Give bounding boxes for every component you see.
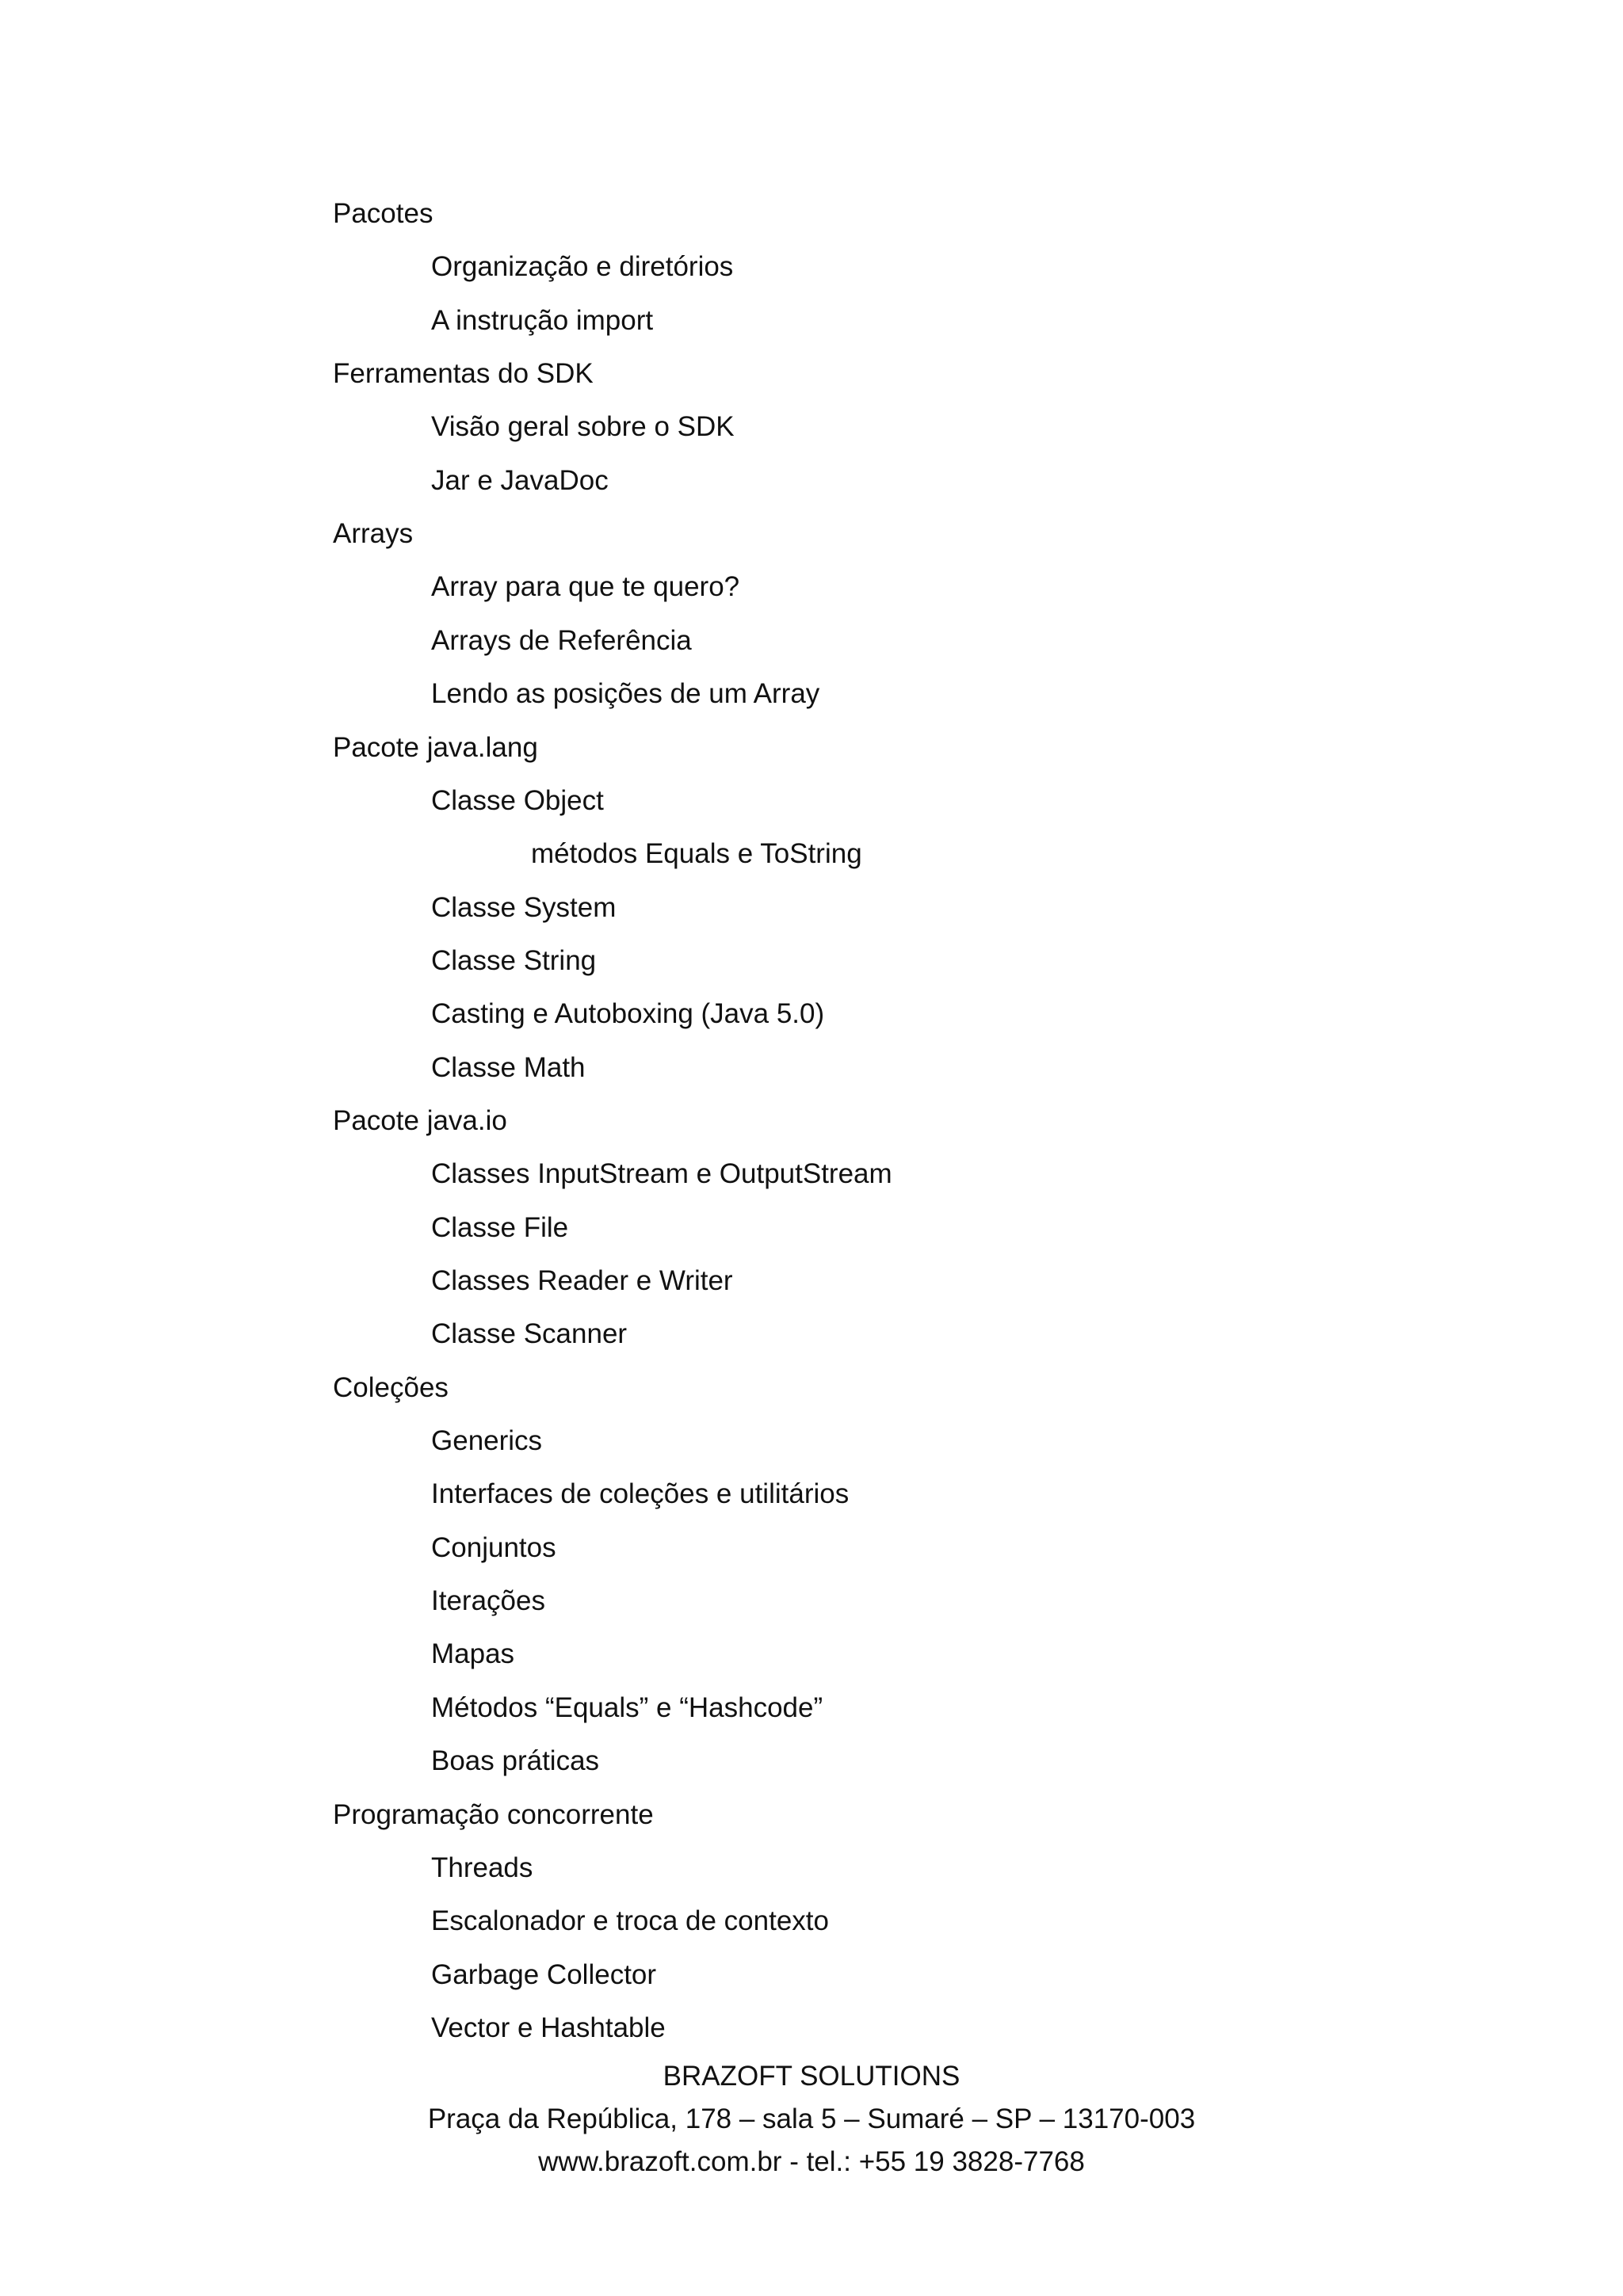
footer-contact: www.brazoft.com.br - tel.: +55 19 3828-7768 (538, 2146, 1085, 2177)
subsection-title: Lendo as posições de um Array (431, 678, 820, 710)
subsection-title: Métodos “Equals” e “Hashcode” (431, 1691, 823, 1723)
footer-address: Praça da República, 178 – sala 5 – Sumaré – SP – 13170-003 (427, 2103, 1196, 2134)
section-title: Coleções (333, 1371, 449, 1403)
subsection-title: Vector e Hashtable (431, 2012, 666, 2043)
subsection-title: Classes Reader e Writer (431, 1265, 733, 1296)
subsection-title: Array para que te quero? (431, 571, 740, 603)
subsection-title: Jar e JavaDoc (431, 464, 609, 496)
subsection-title: Classe Object (431, 784, 604, 816)
subsection-title: Classe Scanner (431, 1318, 628, 1350)
subsection-title: Conjuntos (431, 1531, 556, 1563)
section-title: Ferramentas do SDK (333, 358, 594, 389)
sub-subsection-title: métodos Equals e ToString (531, 838, 862, 870)
section-title: Arrays (333, 518, 414, 550)
subsection-title: Classe System (431, 891, 617, 923)
section-title: Pacotes (333, 198, 433, 229)
subsection-title: Visão geral sobre o SDK (431, 411, 735, 443)
subsection-title: A instrução import (431, 304, 654, 336)
section-title: Pacote java.lang (333, 731, 538, 763)
subsection-title: Organização e diretórios (431, 251, 734, 283)
subsection-title: Boas práticas (431, 1745, 600, 1777)
subsection-title: Classe String (431, 944, 597, 976)
subsection-title: Classes InputStream e OutputStream (431, 1158, 892, 1190)
subsection-title: Casting e Autoboxing (Java 5.0) (431, 998, 825, 1030)
subsection-title: Threads (431, 1852, 533, 1883)
footer-company: BRAZOFT SOLUTIONS (663, 2061, 960, 2092)
subsection-title: Escalonador e troca de contexto (431, 1905, 829, 1937)
subsection-title: Mapas (431, 1638, 515, 1670)
subsection-title: Classe File (431, 1211, 569, 1243)
subsection-title: Iterações (431, 1585, 545, 1617)
subsection-title: Arrays de Referência (431, 624, 692, 656)
subsection-title: Generics (431, 1425, 543, 1456)
subsection-title: Classe Math (431, 1051, 586, 1083)
section-title: Pacote java.io (333, 1104, 507, 1136)
subsection-title: Interfaces de coleções e utilitários (431, 1478, 850, 1510)
section-title: Programação concorrente (333, 1798, 654, 1830)
subsection-title: Garbage Collector (431, 1958, 657, 1990)
